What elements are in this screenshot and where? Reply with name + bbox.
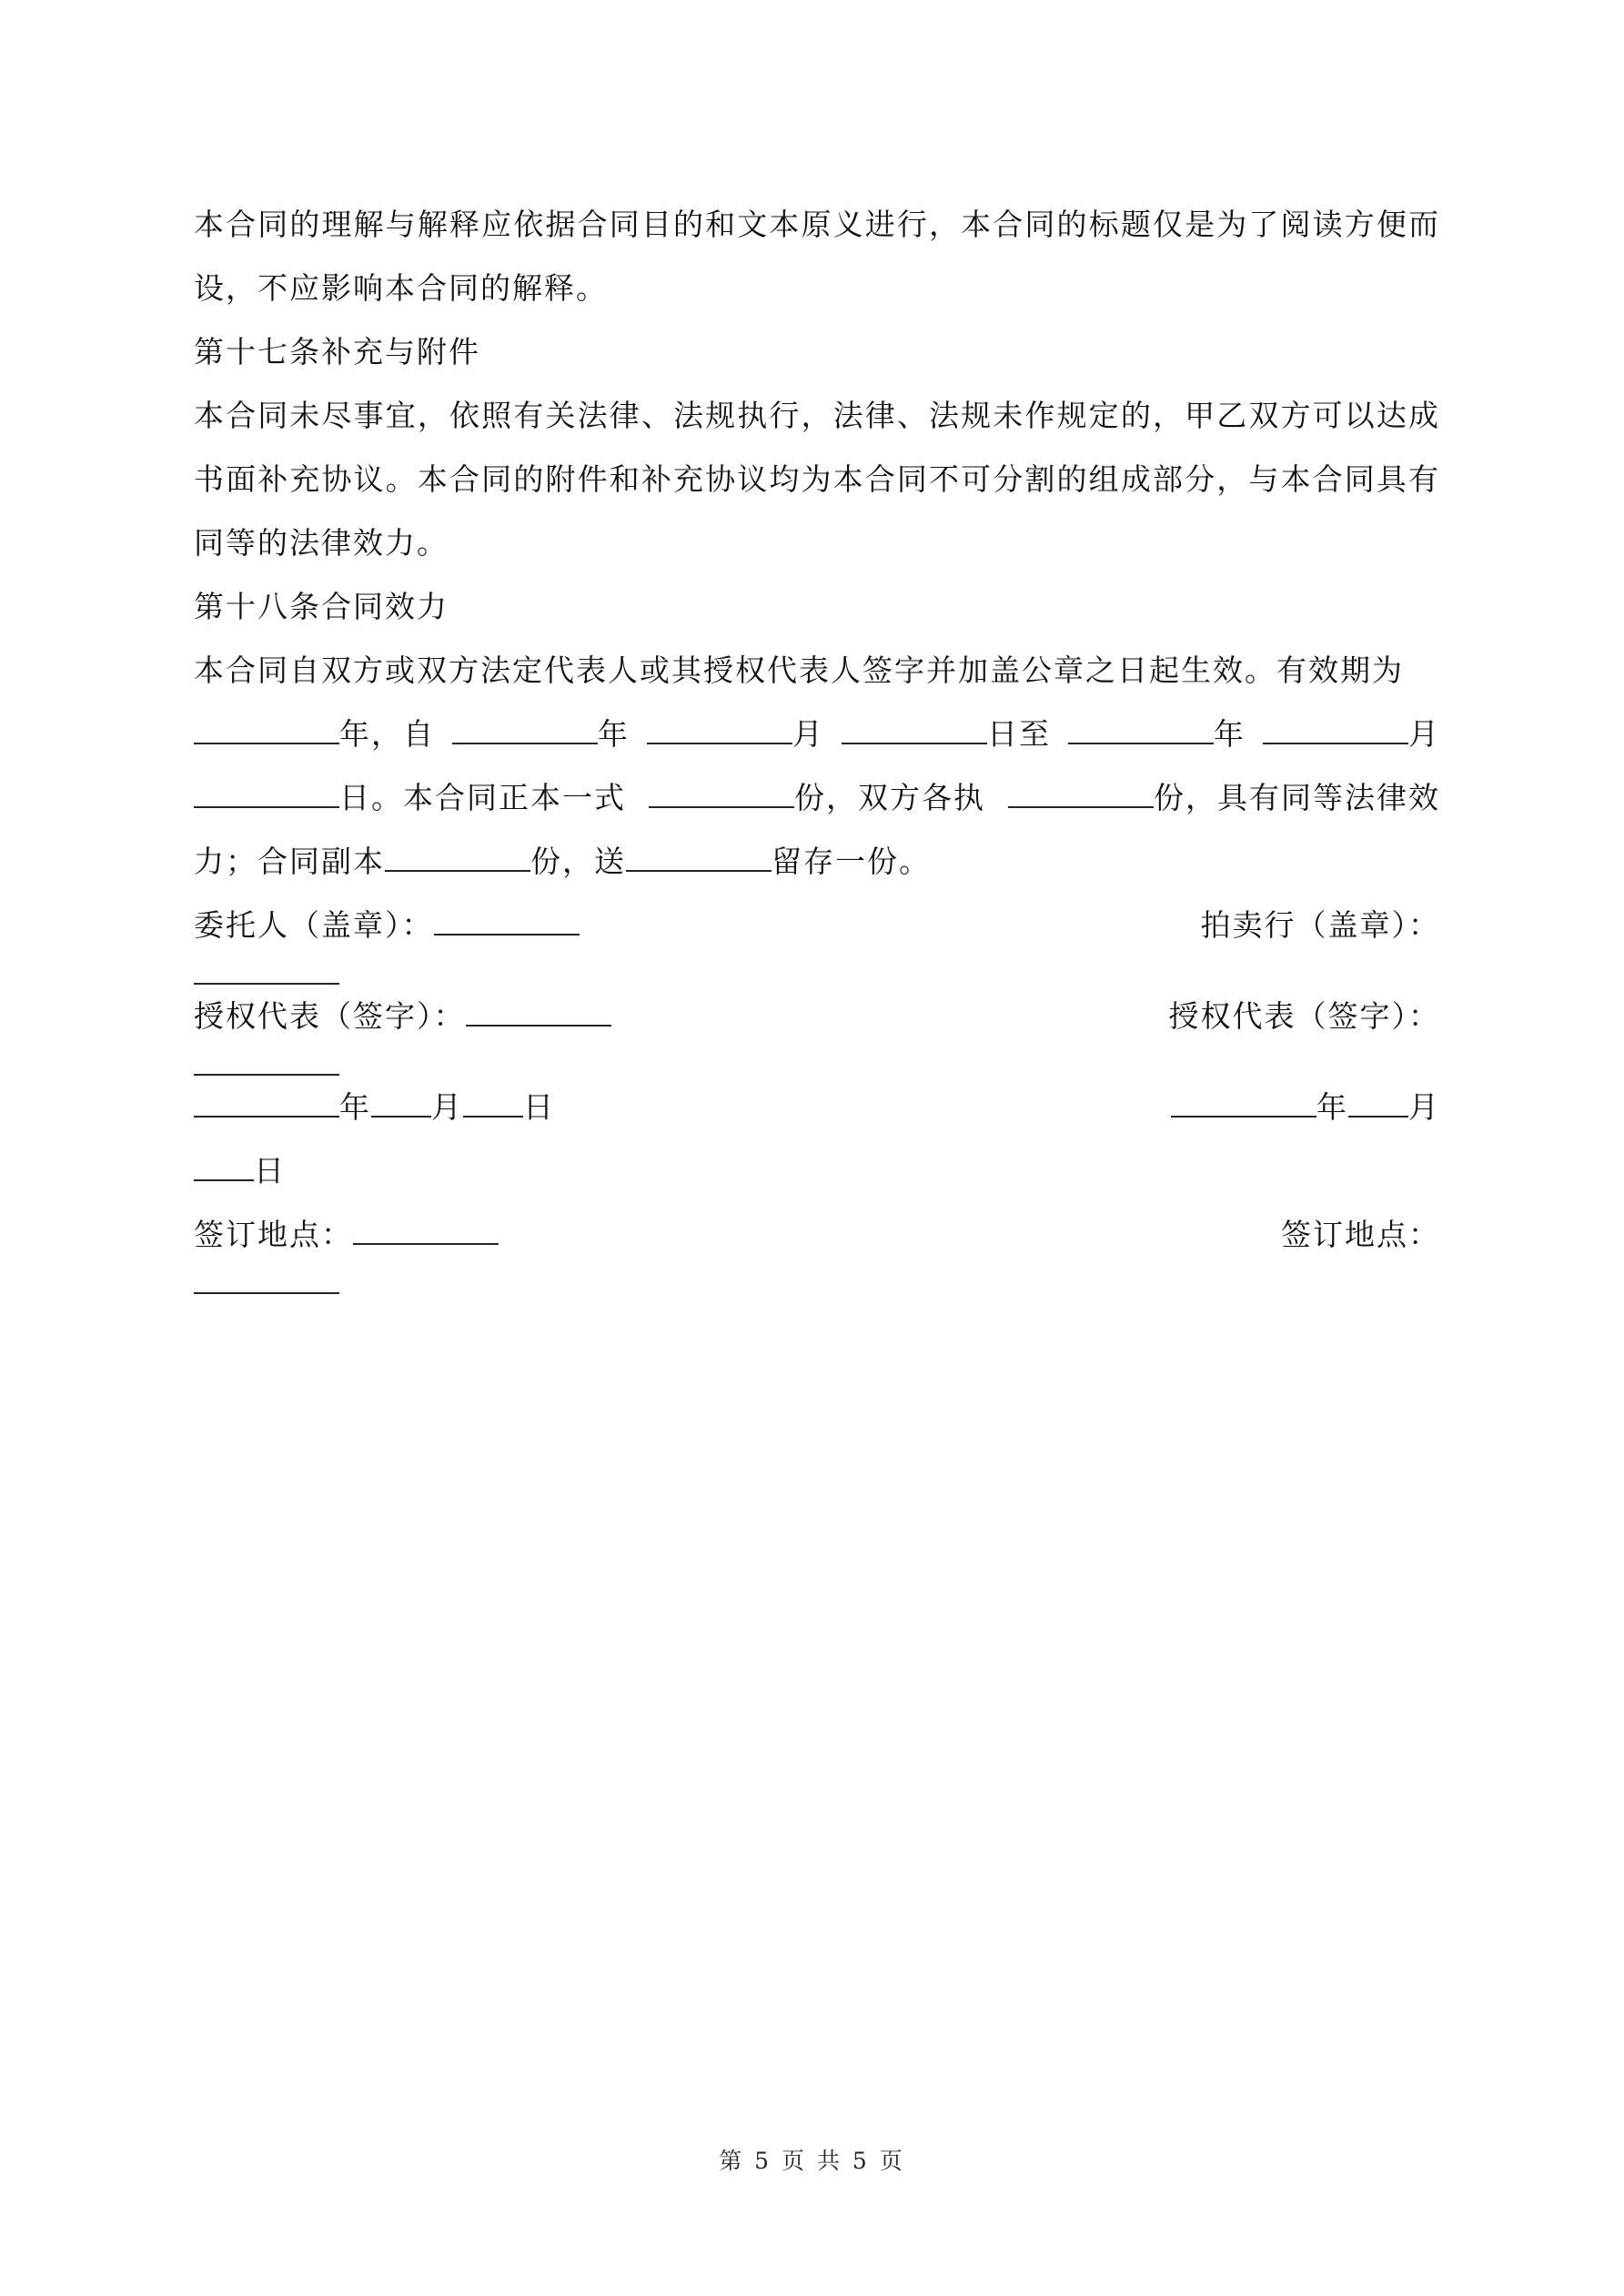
term-line-1 xyxy=(194,703,1440,766)
interpretation-paragraph: 本合同的理解与解释应依据合同目的和文本原义进行，本合同的标题仅是为了阅读方便而设，不应影响本合同的解释。 xyxy=(194,207,1440,306)
auction-year-blank[interactable] xyxy=(1171,1090,1316,1118)
retain-label: 留存一份。 xyxy=(772,844,931,879)
rep-row xyxy=(194,985,1440,1048)
auction-date-group xyxy=(1171,1076,1440,1139)
client-rep-blank[interactable] xyxy=(466,999,611,1027)
auction-day-label: 日 xyxy=(254,1153,286,1188)
start-day-label: 日至 xyxy=(987,716,1051,752)
auction-rep-blank[interactable] xyxy=(194,1048,339,1076)
end-month-label: 月 xyxy=(1408,716,1440,752)
end-month-blank[interactable] xyxy=(1263,717,1408,744)
end-year-blank[interactable] xyxy=(1068,717,1214,744)
send-to-blank[interactable] xyxy=(626,845,772,872)
auction-seal-label: 拍卖行（盖章）： xyxy=(1200,907,1440,943)
duplicate-copies-blank[interactable] xyxy=(385,845,530,872)
copies-group xyxy=(649,766,985,830)
start-year-label: 年 xyxy=(598,716,630,752)
copies-each-group xyxy=(1008,766,1440,830)
client-seal-label: 委托人（盖章）： xyxy=(194,907,434,943)
auction-rep-row xyxy=(194,1048,1440,1076)
client-date-group xyxy=(194,1076,555,1139)
end-day-blank[interactable] xyxy=(194,781,339,808)
start-month-group xyxy=(647,703,824,766)
client-month-label: 月 xyxy=(431,1089,463,1125)
start-day-blank[interactable] xyxy=(842,717,987,744)
force-label: 力；合同副本 xyxy=(194,844,385,879)
auction-month-blank[interactable] xyxy=(1348,1090,1408,1118)
auction-place-blank[interactable] xyxy=(194,1267,339,1294)
auction-place-row xyxy=(194,1267,1440,1294)
client-place-group xyxy=(194,1203,499,1267)
copies-each-label: 份，具有同等法律效 xyxy=(1154,780,1440,815)
document-body xyxy=(194,193,1440,1294)
end-year-group xyxy=(1068,703,1246,766)
client-day-blank[interactable] xyxy=(463,1090,523,1118)
term-years-group xyxy=(194,703,435,766)
client-day-label: 日 xyxy=(523,1089,555,1125)
start-year-blank[interactable] xyxy=(452,717,598,744)
client-seal-group xyxy=(194,894,580,957)
start-month-blank[interactable] xyxy=(647,717,792,744)
client-year-blank[interactable] xyxy=(194,1090,339,1118)
seal-row xyxy=(194,894,1440,957)
auction-month-label: 月 xyxy=(1408,1089,1440,1125)
end-day-label: 日。本合同正本一式 xyxy=(339,780,626,815)
duplicate-label: 份，送 xyxy=(530,844,626,879)
auction-place-label: 签订地点： xyxy=(1281,1217,1440,1252)
start-day-group xyxy=(842,703,1051,766)
term-line-2 xyxy=(194,766,1440,830)
article-17-paragraph: 本合同未尽事宜，依照有关法律、法规执行，法律、法规未作规定的，甲乙双方可以达成书面补充协议。本合同的附件和补充协议均为本合同不可分割的组成部分，与本合同具有同等的法律效力。 xyxy=(194,398,1440,561)
end-year-label: 年 xyxy=(1214,716,1246,752)
article-18-heading: 第十八条合同效力 xyxy=(194,589,449,624)
auction-seal-row xyxy=(194,957,1440,985)
client-month-blank[interactable] xyxy=(371,1090,431,1118)
auction-day-blank[interactable] xyxy=(194,1154,254,1181)
term-line-3 xyxy=(194,830,1440,894)
auction-day-row xyxy=(194,1139,1440,1203)
client-rep-label: 授权代表（签字）： xyxy=(194,998,466,1034)
client-seal-blank[interactable] xyxy=(434,908,580,936)
place-row xyxy=(194,1203,1440,1267)
end-month-group xyxy=(1263,703,1440,766)
copies-label: 份，双方各执 xyxy=(794,780,985,815)
client-year-label: 年 xyxy=(339,1089,371,1125)
auction-year-label: 年 xyxy=(1316,1089,1348,1125)
term-years-blank[interactable] xyxy=(194,717,339,744)
start-year-group xyxy=(452,703,630,766)
term-years-label: 年，自 xyxy=(339,716,435,752)
client-rep-group xyxy=(194,985,611,1048)
article-18-intro: 本合同自双方或双方法定代表人或其授权代表人签字并加盖公章之日起生效。有效期为 xyxy=(194,652,1404,688)
start-month-label: 月 xyxy=(792,716,824,752)
client-place-label: 签订地点： xyxy=(194,1217,353,1252)
client-place-blank[interactable] xyxy=(353,1218,499,1245)
copies-each-blank[interactable] xyxy=(1008,781,1154,808)
article-17-heading: 第十七条补充与附件 xyxy=(194,334,480,369)
end-day-group xyxy=(194,766,626,830)
date-row xyxy=(194,1076,1440,1139)
auction-rep-label: 授权代表（签字）： xyxy=(1168,998,1440,1034)
copies-blank[interactable] xyxy=(649,781,794,808)
page-number: 第 5 页 共 5 页 xyxy=(719,2148,905,2174)
auction-seal-blank[interactable] xyxy=(194,957,339,985)
